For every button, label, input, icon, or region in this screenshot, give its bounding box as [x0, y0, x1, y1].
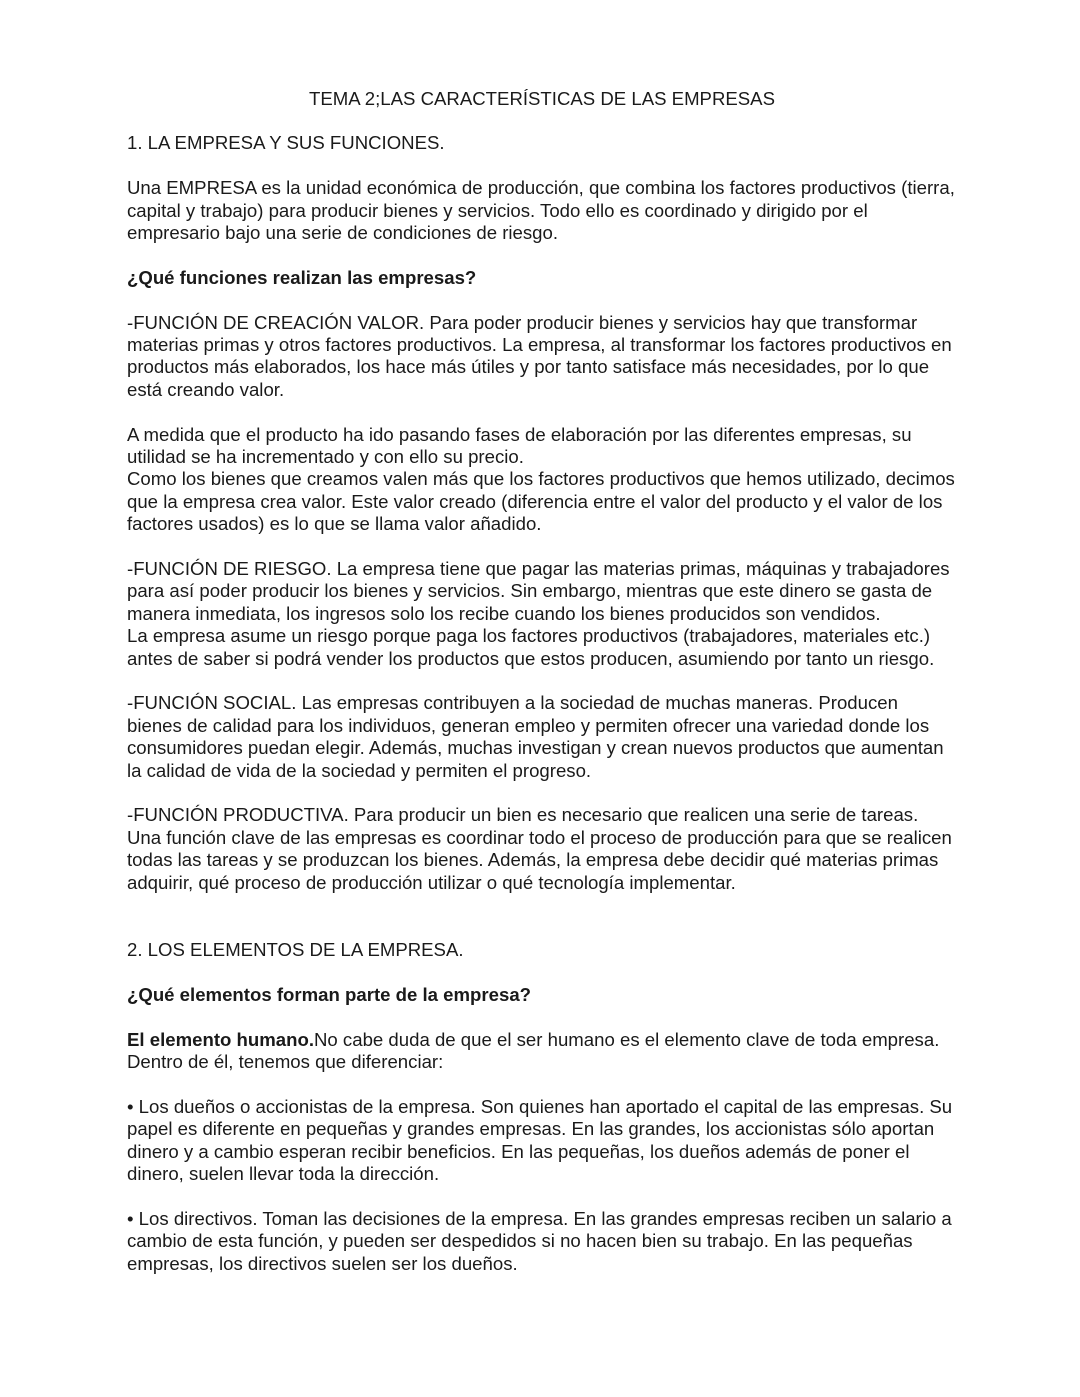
funcion-social-paragraph: -FUNCIÓN SOCIAL. Las empresas contribuyen a la sociedad de muchas maneras. Producen bienes de calidad para los individuos, generan empleo y permiten ofrecer una variedad donde los consumidores puedan elegir. Además, muchas investigan y crean nuevos productos que aumentan la calidad de vida de la sociedad y permiten el progreso. — [127, 692, 944, 781]
bullet-directivos: • Los directivos. Toman las decisiones de la empresa. En las grandes empresas reciben un salario a cambio de esta función, y pueden ser despedidos si no hacen bien su trabajo. En las pequeñas empresas, los directivos suelen ser los dueños. — [127, 1207, 952, 1274]
document-page — [127, 88, 957, 1297]
empresa-definition: Una EMPRESA es la unidad económica de producción, que combina los factores productivos (tierra, capital y trabajo) para producir bienes y servicios. Todo ello es coordinado y dirigido por el empresario bajo una serie de condiciones de riesgo. — [127, 177, 955, 244]
elemento-humano-paragraph — [127, 1029, 957, 1074]
valor-utilidad-text: A medida que el producto ha ido pasando fases de elaboración por las diferentes empresas, su utilidad se ha incrementado y con ello su precio. — [127, 423, 912, 468]
valor-anadido-text: Como los bienes que creamos valen más que los factores productivos que hemos utilizado, decimos que la empresa crea valor. Este valor creado (diferencia entre el valor del producto y el valor de los factores usados) es lo que se llama valor añadido. — [127, 468, 955, 535]
funcion-riesgo-paragraph — [127, 558, 957, 670]
funcion-productiva-paragraph: -FUNCIÓN PRODUCTIVA. Para producir un bien es necesario que realicen una serie de tareas. Una función clave de las empresas es coordinar todo el proceso de producción para que se realicen todas las tareas y se produzcan los bienes. Además, la empresa debe decidir qué materias primas adquirir, qué proceso de producción utilizar o qué tecnología implementar. — [127, 804, 952, 893]
elemento-humano-text: No cabe duda de que el ser humano es el elemento clave de toda empresa. Dentro de él, tenemos que diferenciar: — [127, 1028, 940, 1072]
section-1-heading: 1. LA EMPRESA Y SUS FUNCIONES. — [127, 132, 445, 154]
riesgo-text-2: La empresa asume un riesgo porque paga los factores productivos (trabajadores, materiales etc.) antes de saber si podrá vender los productos que estos producen, asumiendo por tanto un riesgo. — [127, 625, 935, 669]
valor-anadido-paragraph — [127, 424, 957, 536]
document-title: TEMA 2;LAS CARACTERÍSTICAS DE LAS EMPRESAS — [308, 88, 775, 109]
riesgo-text-1: -FUNCIÓN DE RIESGO. La empresa tiene que pagar las materias primas, máquinas y trabajadores para así poder producir los bienes y servicios. Sin embargo, mientras que este dinero se gasta de manera inmediata, los ingresos solo los recibe cuando los bienes producidos son vendidos. — [127, 558, 950, 624]
funcion-valor-paragraph: -FUNCIÓN DE CREACIÓN VALOR. Para poder producir bienes y servicios hay que transformar materias primas y otros factores productivos. La empresa, al transformar los factores productivos en productos más elaborados, los hace más útiles y por tanto satisface más necesidades, por lo que está creando valor. — [127, 311, 952, 400]
bullet-duenos: • Los dueños o accionistas de la empresa. Son quienes han aportado el capital de las empresas. Su papel es diferente en pequeñas y grandes empresas. En las grandes, los accionistas sólo aportan dinero y a cambio esperan recibir beneficios. En las pequeñas, los dueños además de poner el dinero, suelen llevar toda la dirección. — [127, 1095, 953, 1184]
elemento-humano-label: El elemento humano. — [127, 1028, 314, 1050]
funciones-question: ¿Qué funciones realizan las empresas? — [127, 266, 477, 288]
elementos-question: ¿Qué elementos forman parte de la empresa? — [127, 983, 532, 1005]
section-2-heading: 2. LOS ELEMENTOS DE LA EMPRESA. — [127, 938, 464, 960]
